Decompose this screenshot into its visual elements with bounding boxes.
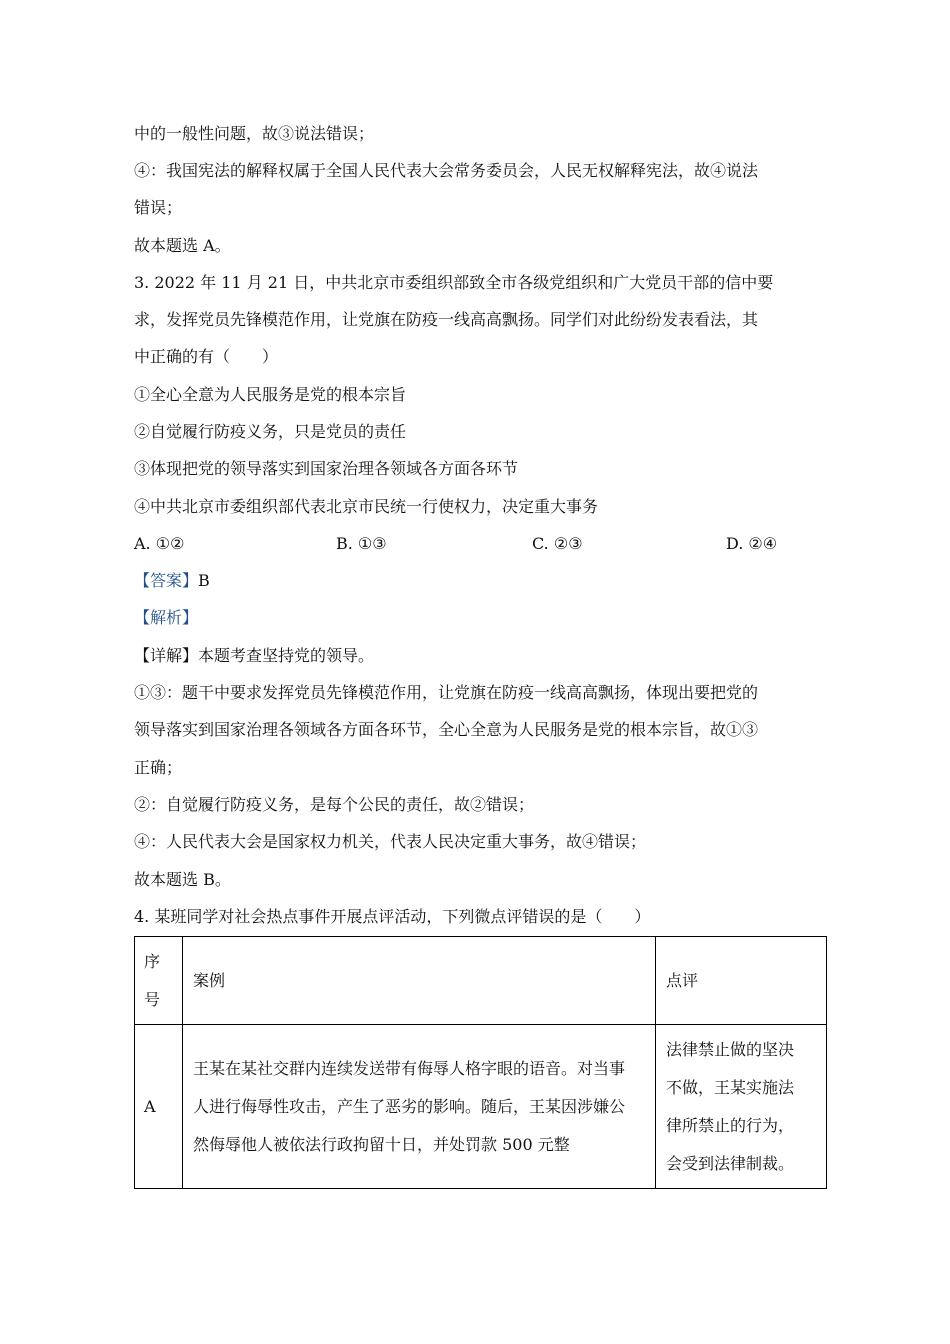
answer-value: B (198, 571, 210, 590)
row-seq: A (135, 1025, 183, 1189)
question-3-stem: 求，发挥党员先锋模范作用，让党旗在防疫一线高高飘扬。同学们对此纷纷发表看法，其 (134, 310, 759, 329)
explanation-line: 故本题选 B。 (134, 870, 231, 889)
statement-2: ②自觉履行防疫义务，只是党员的责任 (134, 422, 407, 441)
question-3-stem: 中正确的有（ ） (134, 347, 279, 366)
text-line: 故本题选 A。 (134, 236, 231, 255)
analysis-tag: 【解析】 (134, 608, 199, 627)
detail-line: 【详解】本题考查坚持党的领导。 (134, 646, 375, 665)
explanation-line: 正确； (134, 758, 183, 777)
text-line: 中的一般性问题，故③说法错误； (134, 124, 375, 143)
answer-tag: 【答案】 (134, 571, 199, 590)
option-a: A. ①② (134, 534, 185, 553)
explanation-line: 领导落实到国家治理各领域各方面各环节，全心全意为人民服务是党的根本宗旨，故①③ (134, 720, 759, 739)
table-header-row (135, 937, 827, 1025)
table-row (135, 1025, 827, 1189)
header-comment: 点评 (656, 937, 827, 1025)
statement-1: ①全心全意为人民服务是党的根本宗旨 (134, 385, 407, 404)
answer-line (134, 571, 834, 591)
question-4-stem: 4. 某班同学对社会热点事件开展点评活动，下列微点评错误的是（ ） (134, 907, 651, 926)
text-line: ④：我国宪法的解释权属于全国人民代表大会常务委员会，人民无权解释宪法，故④说法 (134, 161, 759, 180)
header-case: 案例 (183, 937, 656, 1025)
row-comment: 法律禁止做的坚决 不做，王某实施法 律所禁止的行为， 会受到法律制裁。 (656, 1025, 827, 1189)
statement-4: ④中共北京市委组织部代表北京市民统一行使权力，决定重大事务 (134, 497, 599, 516)
header-seq: 序 号 (135, 937, 183, 1025)
statement-3: ③体现把党的领导落实到国家治理各领域各方面各环节 (134, 459, 519, 478)
comment-table (134, 936, 827, 1189)
option-b: B. ①③ (336, 534, 387, 553)
option-d: D. ②④ (726, 534, 778, 553)
text-line: 错误； (134, 198, 183, 217)
explanation-line: ④：人民代表大会是国家权力机关，代表人民决定重大事务，故④错误； (134, 832, 647, 851)
explanation-line: ①③：题干中要求发挥党员先锋模范作用，让党旗在防疫一线高高飘扬，体现出要把党的 (134, 683, 759, 702)
question-3-stem: 3. 2022 年 11 月 21 日，中共北京市委组织部致全市各级党组织和广大党员干部的信中要 (134, 273, 774, 292)
option-c: C. ②③ (532, 534, 583, 553)
explanation-line: ②：自觉履行防疫义务，是每个公民的责任，故②错误； (134, 795, 535, 814)
row-case: 王某在某社交群内连续发送带有侮辱人格字眼的语音。对当事 人进行侮辱性攻击，产生了恶劣的影响。随后，王某因涉嫌公 然侮辱他人被依法行政拘留十日，并处罚款 500 元整 (183, 1025, 656, 1189)
